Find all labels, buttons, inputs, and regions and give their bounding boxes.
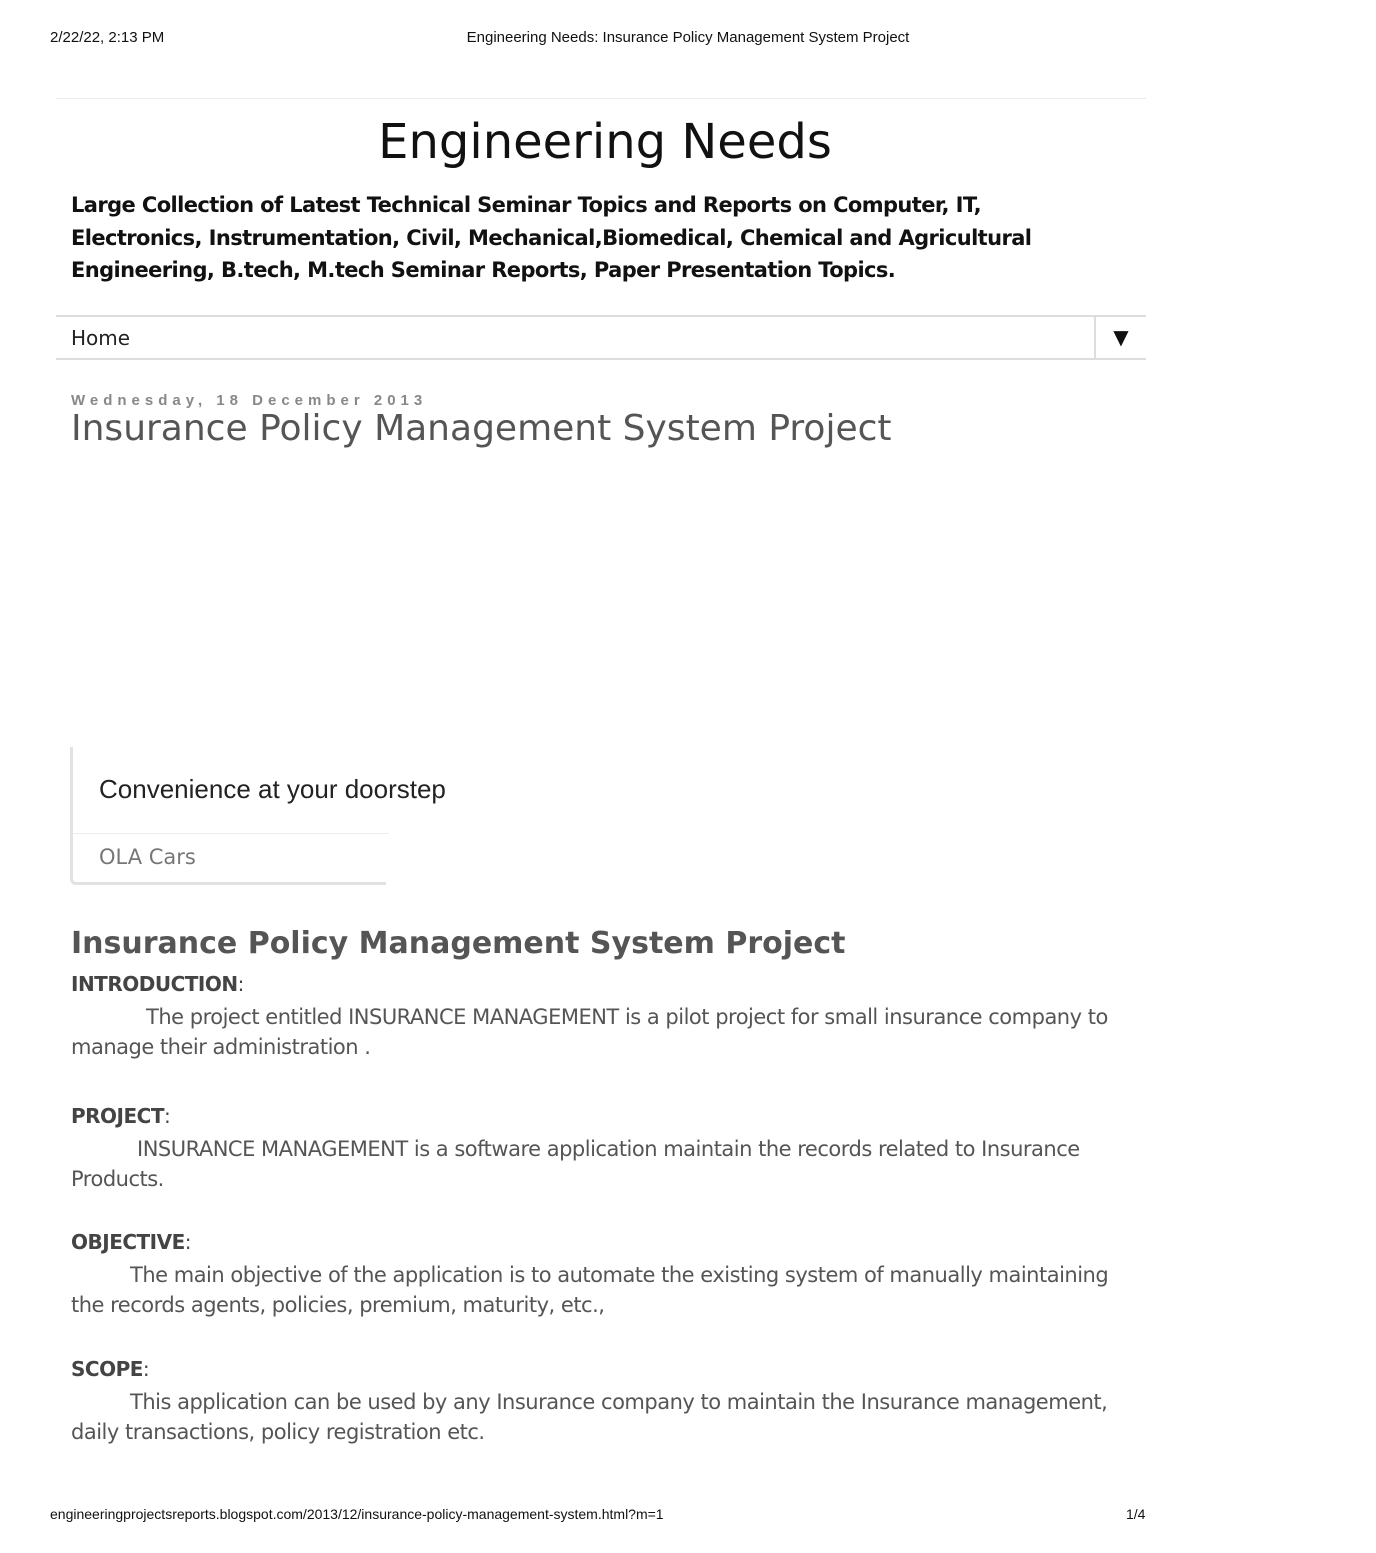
print-header [0,29,1200,49]
nav-home-link[interactable]: Home [71,326,131,350]
blog-description: Large Collection of Latest Technical Seminar Topics and Reports on Computer, IT, Electronics, Instrumentation, Civil, Mechanical,Biomedical, Chemical and Agricultural Engineering, B.tech, M.tech Seminar Reports, Paper Presentation Topics. [71,193,1032,282]
section-body: INSURANCE MANAGEMENT is a software application maintain the records related to Insurance Products. [71,1137,1080,1191]
print-timestamp: 2/22/22, 2:13 PM [50,29,165,46]
nav-bar [56,315,1146,360]
post-date: Wednesday, 18 December 2013 [71,392,428,409]
section-scope [71,1357,1141,1447]
print-page-number: 1/4 [1126,1506,1146,1522]
post-title[interactable]: Insurance Policy Management System Project [71,408,892,449]
header-divider [56,98,1146,99]
section-body: The main objective of the application is to automate the existing system of manually maintaining the records agents, policies, premium, maturity, etc., [71,1263,1109,1317]
blog-title[interactable]: Engineering Needs [378,114,832,170]
print-url: engineeringprojectsreports.blogspot.com/2013/12/insurance-policy-management-system.html?m=1 [50,1506,664,1522]
section-heading: OBJECTIVE: [71,1230,192,1254]
section-project [71,1104,1141,1194]
print-page-title: Engineering Needs: Insurance Policy Management System Project [466,29,910,46]
section-heading: PROJECT: [71,1104,171,1128]
content-title: Insurance Policy Management System Project [71,926,846,961]
ad-source[interactable]: OLA Cars [99,845,196,869]
section-heading: SCOPE: [71,1357,150,1381]
ad-card[interactable] [70,747,446,885]
section-objective [71,1230,1141,1320]
section-body: The project entitled INSURANCE MANAGEMENT is a pilot project for small insurance company to manage their administration . [71,1005,1108,1059]
section-body: This application can be used by any Insurance company to maintain the Insurance management, daily transactions, policy registration etc. [71,1390,1108,1444]
ad-divider [73,833,389,834]
section-introduction [71,972,1141,1062]
ad-headline[interactable]: Convenience at your doorstep [99,774,446,804]
section-heading: INTRODUCTION: [71,972,244,996]
dropdown-arrow-icon[interactable]: ▼ [1094,317,1146,358]
